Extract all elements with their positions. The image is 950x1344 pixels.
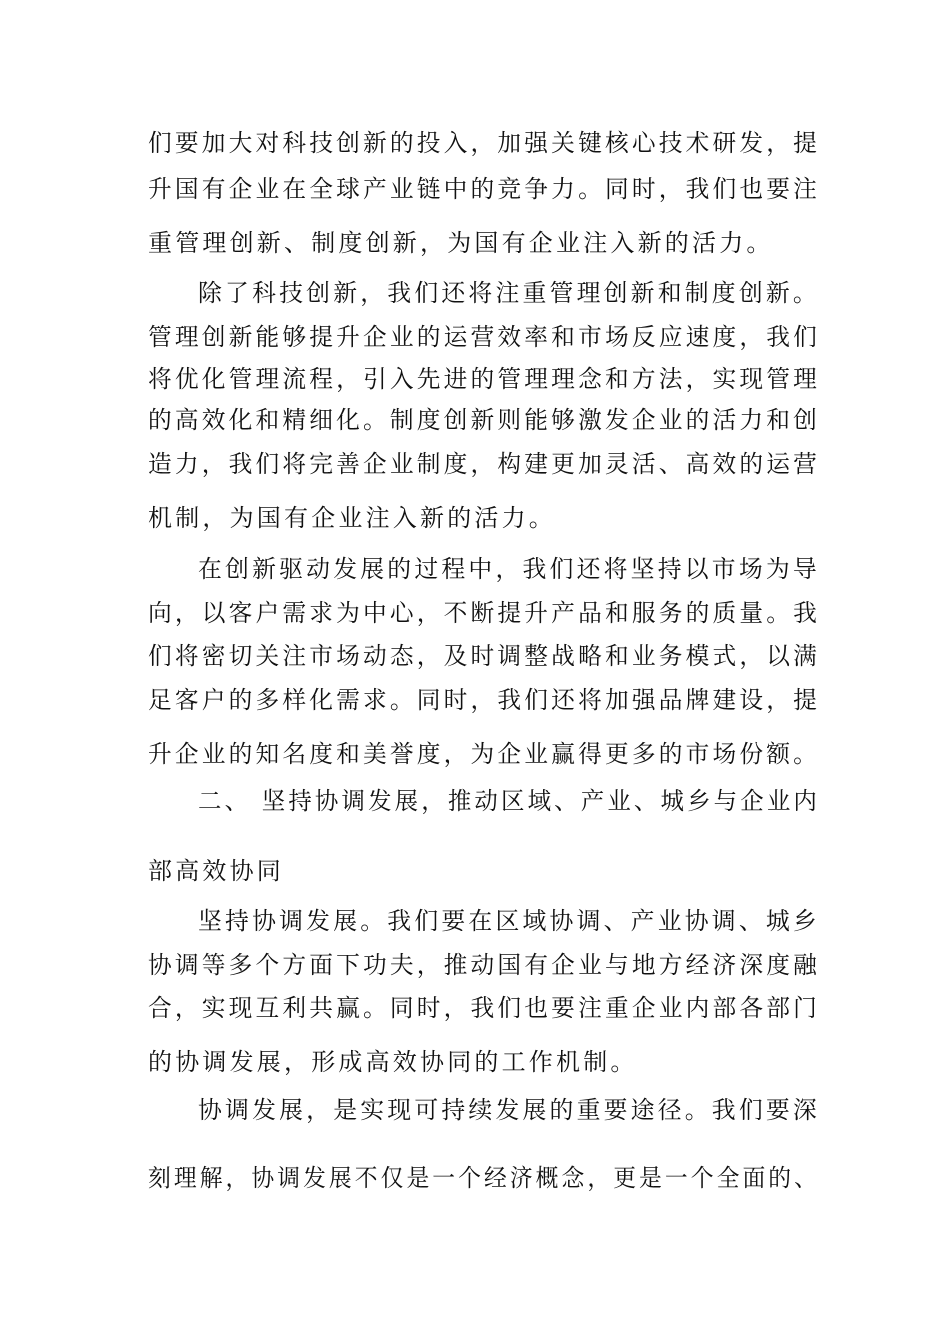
text-line: 协调发展，是实现可持续发展的重要途径。我们要深 <box>198 1096 820 1124</box>
text-line: 的协调发展，形成高效协同的工作机制。 <box>148 1048 638 1076</box>
text-line: 刻理解，协调发展不仅是一个经济概念，更是一个全面的、 <box>148 1164 820 1192</box>
text-line: 升企业的知名度和美誉度，为企业赢得更多的市场份额。 <box>148 740 820 768</box>
text-line: 足客户的多样化需求。同时，我们还将加强品牌建设，提 <box>148 686 820 714</box>
text-line: 造力，我们将完善企业制度，构建更加灵活、高效的运营 <box>148 450 820 478</box>
section-heading-continued: 部高效协同 <box>148 857 284 885</box>
text-line: 升国有企业在全球产业链中的竞争力。同时，我们也要注 <box>148 175 820 203</box>
text-line: 除了科技创新，我们还将注重管理创新和制度创新。 <box>198 279 820 307</box>
text-line: 的高效化和精细化。制度创新则能够激发企业的活力和创 <box>148 406 820 434</box>
text-line: 协调等多个方面下功夫，推动国有企业与地方经济深度融 <box>148 951 820 979</box>
text-line: 机制，为国有企业注入新的活力。 <box>148 504 556 532</box>
text-line: 管理创新能够提升企业的运营效率和市场反应速度，我们 <box>148 323 820 351</box>
section-heading: 二、 坚持协调发展，推动区域、产业、城乡与企业内 <box>198 787 820 815</box>
text-line: 在创新驱动发展的过程中，我们还将坚持以市场为导 <box>198 555 820 583</box>
text-line: 们要加大对科技创新的投入，加强关键核心技术研发，提 <box>148 129 820 157</box>
text-line: 重管理创新、制度创新，为国有企业注入新的活力。 <box>148 229 774 257</box>
text-line: 将优化管理流程，引入先进的管理理念和方法，实现管理 <box>148 365 820 393</box>
text-line: 合，实现互利共赢。同时，我们也要注重企业内部各部门 <box>148 994 820 1022</box>
text-line: 向，以客户需求为中心，不断提升产品和服务的质量。我 <box>148 599 820 627</box>
text-line: 们将密切关注市场动态，及时调整战略和业务模式，以满 <box>148 642 820 670</box>
text-line: 坚持协调发展。我们要在区域协调、产业协调、城乡 <box>198 907 820 935</box>
